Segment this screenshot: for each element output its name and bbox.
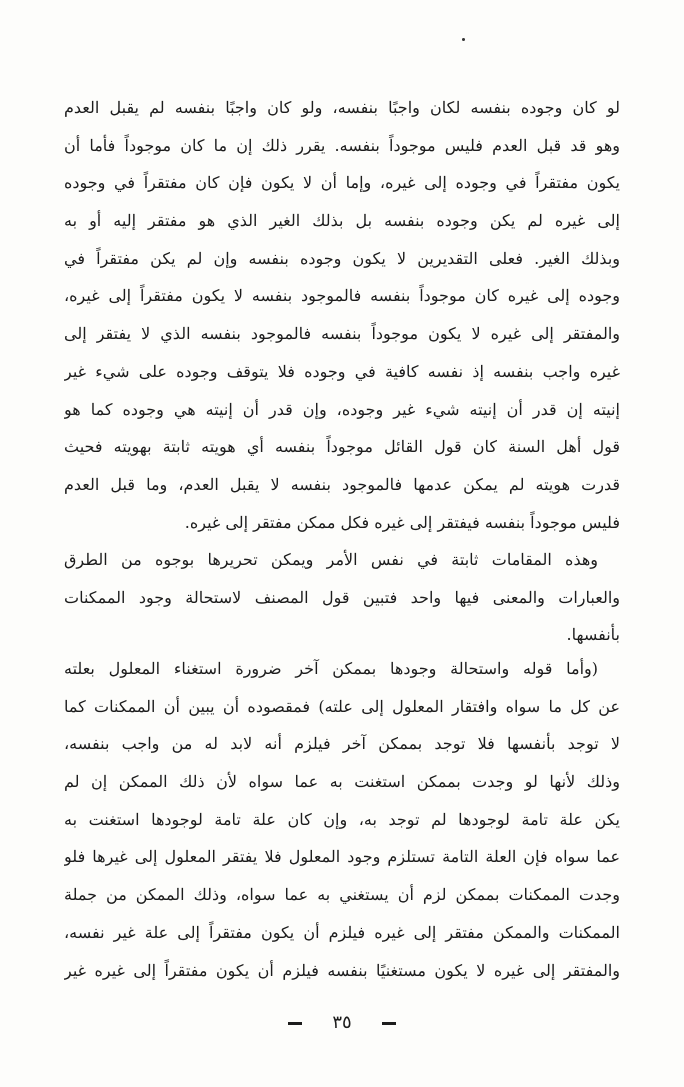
text-line: لو كان وجوده بنفسه لكان واجبًا بنفسه، ولو كان واجبًا بنفسه لم يقبل العدم <box>64 98 620 117</box>
text-line: والعبارات والمعنى فيها واحد فتبين قول المصنف لاستحالة وجود الممكنات <box>64 587 620 607</box>
text-line: والمفتقر إلى غيره لا يكون مستغنيًا بنفسه فيلزم أن يكون مفتقراً إلى غيره غير <box>64 960 620 980</box>
footer-dash <box>382 1022 396 1025</box>
text-line: لا توجد بأنفسها فلا توجد بممكن آخر فيلزم أنه لابد له من واجب بنفسه، <box>64 734 620 754</box>
text-line: وذلك لأنها لو وجدت بممكن استغنت به عما سواه لأن ذلك الممكن إن لم <box>64 772 620 792</box>
text-line: غيره واجب بنفسه إذ نفسه كافية في وجوده فلا يتوقف وجوده على شيء غير <box>64 361 620 381</box>
text-line: وبذلك الغير. فعلى التقديرين لا يكون وجوده بنفسه وإن لم يكن مفتقراً في <box>64 248 620 268</box>
text-line: عما سواه فإن العلة التامة تستلزم وجود المعلول فلا يفتقر المعلول إلى غيرها فلو <box>64 847 620 867</box>
text-line: وجدت الممكنات بممكن لزم أن يستغني به عما سواه، وذلك الممكن من جملة <box>64 885 620 905</box>
paragraph-3 <box>64 650 620 989</box>
text-line: قول أهل السنة كان قول القائل موجوداً بنفسه أي هويته ثابتة بهويته فحيث <box>64 437 620 457</box>
text-line: قدرت هويته لم يمكن عدمها فالموجود بنفسه لا يقبل العدم، وما قبل العدم <box>64 474 620 494</box>
page-number: ٣٥ <box>332 1012 352 1033</box>
paragraph-1 <box>64 89 620 541</box>
text-line: فليس موجوداً بنفسه فيفتقر إلى غيره فكل ممكن مفتقر إلى غيره. <box>184 512 620 532</box>
text-line: وهو قد قبل العدم فليس موجوداً بنفسه. يقرر ذلك إن ما كان موجوداً فأما أن <box>64 135 620 155</box>
page-number-footer <box>0 1012 684 1033</box>
text-line: إنيته إن قدر أن إنيته شيء غير وجوده، وإن قدر أن إنيته هي وجوده كما هو <box>64 399 620 419</box>
text-line: يكون مفتقراً في وجوده إلى غيره، وإما أن لا يكون فإن كان مفتقراً في وجوده <box>64 173 620 193</box>
text-line: وهذه المقامات ثابتة في نفس الأمر ويمكن تحريرها بوجوه من الطرق <box>64 550 598 569</box>
text-line: وجوده إلى غيره كان موجوداً بنفسه فالموجود بنفسه لا يكون مفتقراً إلى غيره، <box>64 286 620 306</box>
text-line: بأنفسها. <box>566 625 620 645</box>
text-line: والمفتقر إلى غيره لا يكون موجوداً بنفسه فالموجود بنفسه الذي لا يفتقر إلى <box>64 324 620 344</box>
paragraph-2 <box>64 541 620 654</box>
print-speck <box>462 38 465 41</box>
footer-dash <box>288 1022 302 1025</box>
text-line: عن كل ما سواه وافتقار المعلول إلى علته) فمقصوده أن يبين أن الممكنات كما <box>64 696 620 716</box>
text-line: يكن علة تامة لوجودها لم توجد به، وإن كان علة تامة لوجودها استغنت به <box>64 809 620 829</box>
text-line: الممكنات والممكن مفتقر إلى غيره فيلزم أن يكون مفتقراً إلى علة غير نفسه، <box>64 922 620 942</box>
text-line: (وأما قوله واستحالة وجودها بممكن آخر ضرورة استغناء المعلول بعلته <box>64 659 598 678</box>
text-line: إلى غيره لم يكن وجوده بنفسه بل بذلك الغير الذي هو مفتقر إليه أو به <box>64 211 620 231</box>
